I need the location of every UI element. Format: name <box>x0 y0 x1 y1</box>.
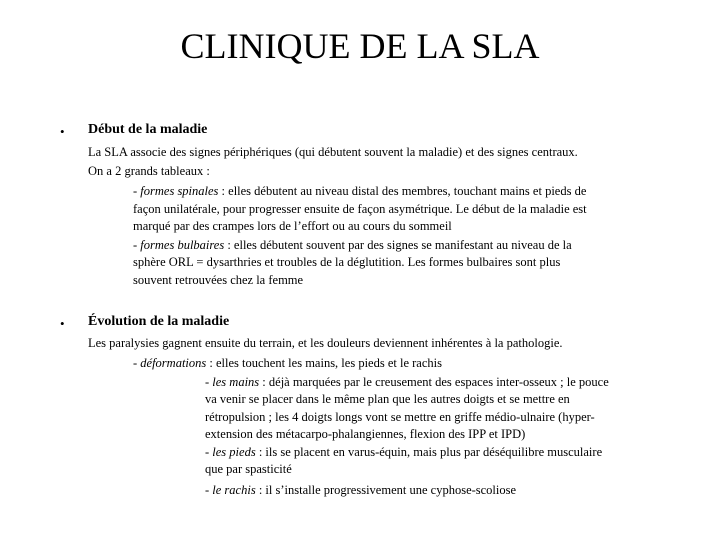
deformations-text: : elles touchent les mains, les pieds et le rachis <box>206 356 442 370</box>
feet-term: - les pieds <box>205 445 256 459</box>
spinal-forms-text: marqué par des crampes lors de l’effort ou au cours du sommeil <box>133 219 452 233</box>
section-intro-text: On a 2 grands tableaux : <box>88 164 210 178</box>
bulbar-forms-term: - formes bulbaires <box>133 238 225 252</box>
feet-text: que par spasticité <box>205 462 292 476</box>
bulbar-forms-text: : elles débutent souvent par des signes se manifestant au niveau de la <box>224 238 572 252</box>
bulbar-forms-line <box>133 237 572 254</box>
spinal-forms-line <box>133 183 586 200</box>
spine-text: : il s’installe progressivement une cyphose-scoliose <box>255 483 517 497</box>
hands-line <box>205 374 609 391</box>
section-intro-text: La SLA associe des signes périphériques (qui débutent souvent la maladie) et des signes centraux. <box>88 145 578 159</box>
feet-text: : ils se placent en varus-équin, mais plus par déséquilibre musculaire <box>255 445 603 459</box>
section-heading-evolution: Évolution de la maladie <box>88 314 230 329</box>
hands-text: : déjà marquées par le creusement des espaces inter-osseux ; le pouce <box>259 375 609 389</box>
hands-text: rétropulsion ; les 4 doigts longs vont se mettre en griffe médio-ulnaire (hyper- <box>205 410 595 424</box>
deformations-term: - déformations <box>133 356 207 370</box>
hands-text: va venir se placer dans le même plan que les autres doigts et se mettre en <box>205 392 570 406</box>
spinal-forms-text: : elles débutent au niveau distal des membres, touchant mains et pieds de <box>218 184 587 198</box>
bullet-marker: • <box>60 124 65 139</box>
spinal-forms-term: - formes spinales <box>133 184 219 198</box>
hands-text: extension des métacarpo-phalangiennes, flexion des IPP et IPD) <box>205 427 526 441</box>
section-intro-text: Les paralysies gagnent ensuite du terrain, et les douleurs deviennent inhérentes à la pathologie. <box>88 336 563 350</box>
hands-term: - les mains <box>205 375 260 389</box>
bulbar-forms-text: souvent retrouvées chez la femme <box>133 273 304 287</box>
spine-term: - le rachis <box>205 483 256 497</box>
bullet-marker: • <box>60 316 65 331</box>
feet-line <box>205 444 602 461</box>
spine-line <box>205 482 516 499</box>
deformations-line <box>133 355 442 372</box>
spinal-forms-text: façon unilatérale, pour progresser ensuite de façon asymétrique. Le début de la maladie est <box>133 202 587 216</box>
bulbar-forms-text: sphère ORL = dysarthries et troubles de la déglutition. Les formes bulbaires sont plus <box>133 255 561 269</box>
slide-title: CLINIQUE DE LA SLA <box>180 26 540 66</box>
section-heading-debut: Début de la maladie <box>88 122 208 137</box>
